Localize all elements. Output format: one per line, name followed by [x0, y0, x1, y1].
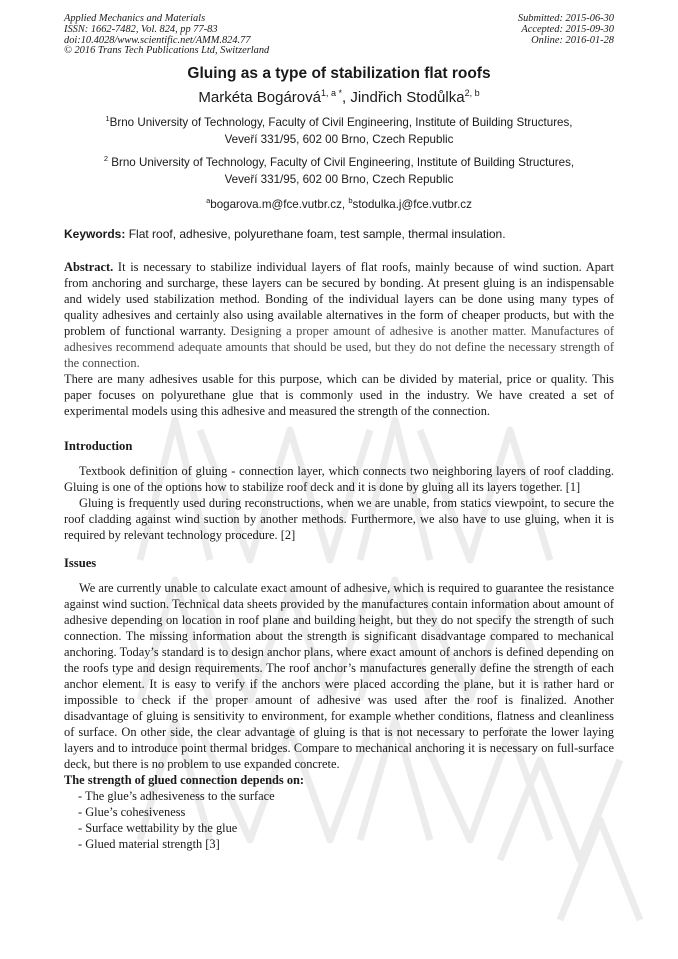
paper-title: Gluing as a type of stabilization flat roofs: [187, 65, 491, 83]
abstract-text: It is necessary to stabilize individual layers of flat roofs, mainly because of wind suction. Apart from anchoring and surcharge, these layers can be secured by bonding. At present gluing is an indispensable and widely used stabilization method. Bonding of the individual layers can be done using many types of quality adhesives and certainly also using available alternatives in the form of cheaper products, but with the problem of functional warranty.: [64, 260, 614, 339]
author-name: Jindřich Stodůlka: [350, 89, 465, 107]
affiliation-line: Brno University of Technology, Faculty of Civil Engineering, Institute of Building Structures,: [108, 156, 575, 170]
body-paragraph: We are currently unable to calculate exact amount of adhesive, which is required to guarantee the resistance against wind suction. Technical data sheets provided by the manufactures contain information about amount of adhesive depending on location in roof plane and building height, but they do not specify the strength of such connection. The missing information about the strength is significant disadvantage compared to mechanical anchoring. Today’s standard is to design anchor plans, where exact amount of anchors is defined depending on the roofs type and design requirements. The roof anchor’s manufactures generally define the strength of each anchor element. It is easy to verify if the anchors were placed according the plane, but it is rather hard or impossible to check if the proper amount of adhesive was used after the roof is finalized. Another disadvantage of gluing is sensitivity to environment, for example whether conditions, flatness and cleanliness of surface. On other side, the clear advantage of gluing is that is not necessary to perforate the lower laying layers and to introduce point thermal bridges. Compare to mechanical anchoring it is necessary on full-surface deck, but there is no problem to use expanded concrete.: [64, 581, 614, 772]
author-superscript: 1, a *: [320, 88, 342, 99]
issn-line: ISSN: 1662-7482, Vol. 824, pp 77-83: [64, 23, 218, 35]
abstract-paragraph: [64, 259, 614, 371]
strength-heading: The strength of glued connection depends on:: [64, 773, 305, 788]
abstract: [64, 259, 614, 419]
paper-page: [64, 14, 614, 852]
copyright-line: © 2016 Trans Tech Publications Ltd, Switzerland: [64, 45, 270, 57]
list-item: - Surface wettability by the glue: [78, 821, 238, 836]
email-link[interactable]: stodulka.j@fce.vutbr.cz: [352, 198, 472, 212]
journal-name: Applied Mechanics and Materials: [64, 13, 206, 24]
keywords: [64, 226, 614, 242]
body-paragraph: Textbook definition of gluing - connection layer, which connects two neighboring layers of roof cladding. Gluing is one of the options how to stabilize roof deck and it is done by gluing all its layers together. [1]: [64, 464, 614, 495]
affiliation: [64, 111, 614, 148]
section-heading-issues: Issues: [64, 556, 97, 571]
affiliation-line: Brno University of Technology, Faculty of Civil Engineering, Institute of Building Structures,: [109, 116, 573, 130]
abstract-paragraph: There are many adhesives usable for this purpose, which can be divided by material, price or quality. This paper focuses on polyurethane glue that is commonly used in the industry. We have created a set of experimental models using this adhesive and measured the strength of the connection.: [64, 372, 614, 419]
section-heading-introduction: Introduction: [64, 439, 133, 454]
strength-factor-list: [64, 788, 614, 852]
author-emails: [64, 193, 614, 213]
abstract-label: Abstract.: [64, 260, 114, 275]
affiliation-number: 2: [103, 154, 109, 164]
online-date: Online: 2016-01-28: [531, 34, 614, 46]
list-item: - The glue’s adhesiveness to the surface: [78, 789, 275, 804]
submitted-date: Submitted: 2015-06-30: [517, 13, 614, 24]
doi-link[interactable]: doi:10.4028/www.scientific.net/AMM.824.77: [64, 34, 251, 46]
affiliation-address: Veveří 331/95, 602 00 Brno, Czech Republic: [224, 132, 454, 146]
affiliation-address: Veveří 331/95, 602 00 Brno, Czech Republic: [224, 172, 454, 186]
body-paragraph: Gluing is frequently used during reconstructions, when we are unable, from statics viewpoint, to secure the roof cladding against wind suction by another methods. Furthermore, we also have to use gluing, when it is required by relevant technology procedure. [2]: [64, 496, 614, 543]
publication-info: [64, 14, 269, 57]
author-superscript: 2, b: [464, 88, 480, 99]
list-item: - Glue’s cohesiveness: [78, 805, 186, 820]
email-link[interactable]: bogarova.m@fce.vutbr.cz: [210, 198, 342, 212]
publication-dates: [518, 14, 614, 57]
abstract-text-gray: Designing a proper amount of adhesive is another matter. Manufactures of adhesives recommend adequate amounts that should be used, but they do not define the necessary strength of the connection.: [64, 324, 614, 371]
list-item: - Glued material strength [3]: [78, 837, 220, 852]
keywords-text: Flat roof, adhesive, polyurethane foam, test sample, thermal insulation.: [125, 227, 506, 242]
affiliation: [64, 151, 614, 188]
author-name: Markéta Bogárová: [198, 89, 321, 107]
email-separator: ,: [341, 198, 349, 212]
email-marker: b: [348, 196, 353, 206]
page-header: [64, 14, 614, 57]
keywords-label: Keywords:: [64, 227, 126, 242]
affiliation-number: 1: [105, 114, 110, 124]
email-marker: a: [206, 196, 211, 206]
accepted-date: Accepted: 2015-09-30: [521, 23, 614, 35]
author-separator: ,: [342, 89, 351, 107]
author-line: [64, 83, 614, 108]
